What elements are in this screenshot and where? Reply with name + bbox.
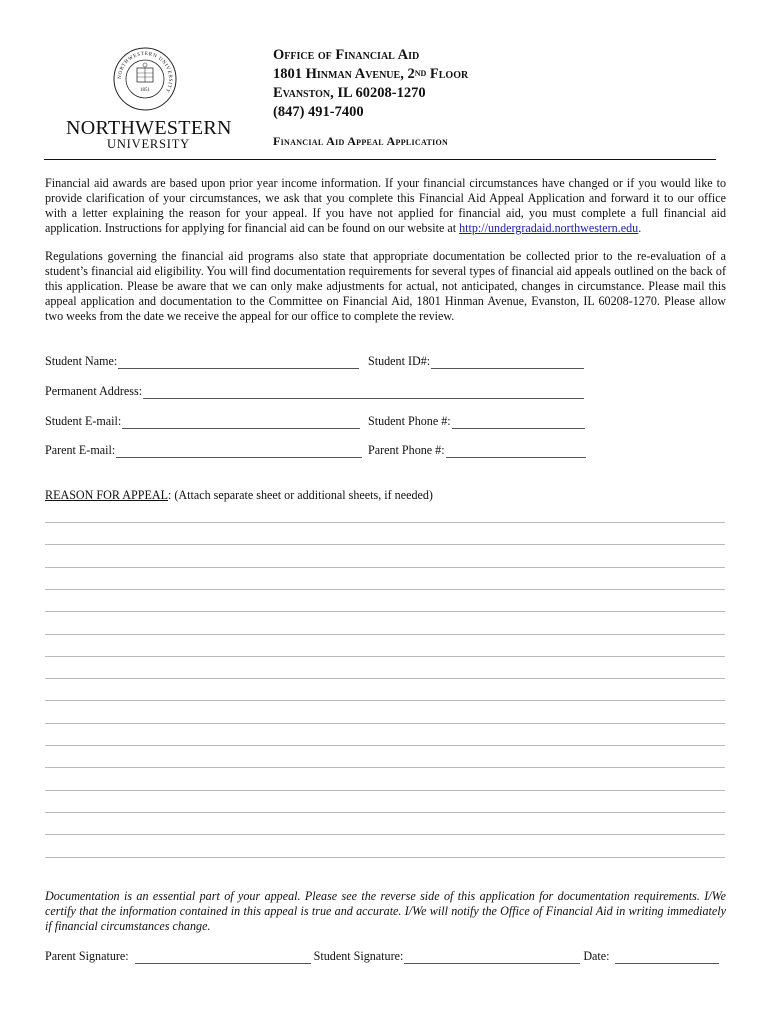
reason-instruction: : (Attach separate sheet or additional sheets, if needed) (167, 488, 433, 502)
student-id-blank[interactable] (431, 356, 584, 369)
student-email-blank[interactable] (122, 416, 360, 429)
student-id-label: Student ID#: (368, 354, 431, 368)
parent-phone-field[interactable] (368, 443, 586, 458)
intro-paragraph-1 (45, 176, 726, 236)
writing-line[interactable] (45, 678, 725, 679)
office-street-main: 1801 Hinman Avenue, 2 (273, 66, 415, 82)
permanent-address-label: Permanent Address: (45, 384, 143, 398)
parent-email-label: Parent E-mail: (45, 443, 116, 457)
writing-line[interactable] (45, 656, 725, 657)
writing-line[interactable] (45, 790, 725, 791)
seal-ring-text: NORTHWESTERN UNIVERSITY (116, 50, 174, 94)
intro-text-1-end: . (638, 221, 642, 235)
writing-line[interactable] (45, 700, 725, 701)
student-signature-label: Student Signature: (313, 949, 404, 963)
certification-note: Documentation is an essential part of your appeal. Please see the reverse side of this application for documentation requirements. I/We certify that the information contained in this appeal is true and accurate. I/We will notify the Office of Financial Aid in writing immediately if financial circumstances change. (45, 889, 726, 933)
student-phone-blank[interactable] (452, 416, 585, 429)
office-city: Evanston, IL 60208-1270 (273, 85, 426, 101)
permanent-address-field[interactable] (45, 384, 584, 399)
office-street-floor: Floor (426, 66, 469, 82)
university-seal-icon (113, 47, 177, 111)
student-phone-field[interactable] (368, 414, 585, 429)
parent-signature-label: Parent Signature: (45, 949, 129, 963)
student-name-field[interactable] (45, 354, 359, 369)
office-street (273, 65, 468, 84)
writing-line[interactable] (45, 522, 725, 523)
writing-line[interactable] (45, 589, 725, 590)
website-link[interactable]: http://undergradaid.northwestern.edu (459, 221, 639, 235)
intro-text-1: Financial aid awards are based upon prior year income information. If your financial circumstances have changed or if you would like to provide clarification of your circumstances, we ask that you complete this Financial Aid Appeal Application and forward it to our office with a letter explaining the reason for your appeal. If you have not applied for financial aid, you must complete a full financial aid application. Instructions for applying for financial aid can be found on our website at (45, 176, 726, 235)
student-email-field[interactable] (45, 414, 360, 429)
floor-superscript: ND (414, 69, 427, 78)
writing-line[interactable] (45, 834, 725, 835)
student-name-label: Student Name: (45, 354, 118, 368)
office-phone: (847) 491-7400 (273, 104, 364, 120)
parent-email-blank[interactable] (116, 445, 362, 458)
reason-heading (45, 488, 433, 503)
office-address (273, 46, 468, 122)
parent-email-field[interactable] (45, 443, 362, 458)
office-name: Office of Financial Aid (273, 47, 420, 63)
student-phone-label: Student Phone #: (368, 414, 451, 428)
writing-line[interactable] (45, 812, 725, 813)
writing-line[interactable] (45, 745, 725, 746)
logo-subtitle: UNIVERSITY (107, 137, 190, 151)
writing-line[interactable] (45, 567, 725, 568)
permanent-address-blank[interactable] (143, 386, 584, 399)
seal-year: 1851 (140, 88, 150, 93)
header-divider (44, 159, 716, 160)
writing-line[interactable] (45, 611, 725, 612)
writing-line[interactable] (45, 767, 725, 768)
date-blank[interactable] (615, 951, 719, 964)
student-signature-blank[interactable] (404, 951, 580, 964)
student-id-field[interactable] (368, 354, 584, 369)
writing-line[interactable] (45, 723, 725, 724)
student-name-blank[interactable] (118, 356, 359, 369)
parent-phone-label: Parent Phone #: (368, 443, 445, 457)
date-label: Date: (583, 949, 610, 963)
logo-wordmark: NORTHWESTERN (66, 117, 232, 139)
intro-paragraph-2: Regulations governing the financial aid programs also state that appropriate documentation be collected prior to the re-evaluation of a student’s financial aid eligibility. You will find documentation requirements for several types of financial aid appeals outlined on the back of this application. Please be aware that we can only make adjustments for actual, not anticipated, changes in circumstance. Please mail this appeal application and documentation to the Committee on Financial Aid, 1801 Hinman Avenue, Evanston, IL 60208-1270. Please allow two weeks from the date we receive the appeal for our office to complete the review. (45, 249, 726, 323)
reason-label: REASON FOR APPEAL (45, 488, 168, 502)
signature-row (45, 949, 726, 964)
writing-line[interactable] (45, 634, 725, 635)
form-title: Financial Aid Appeal Application (273, 134, 449, 148)
writing-line[interactable] (45, 544, 725, 545)
student-email-label: Student E-mail: (45, 414, 122, 428)
parent-signature-blank[interactable] (135, 951, 311, 964)
writing-line[interactable] (45, 857, 725, 858)
parent-phone-blank[interactable] (446, 445, 586, 458)
